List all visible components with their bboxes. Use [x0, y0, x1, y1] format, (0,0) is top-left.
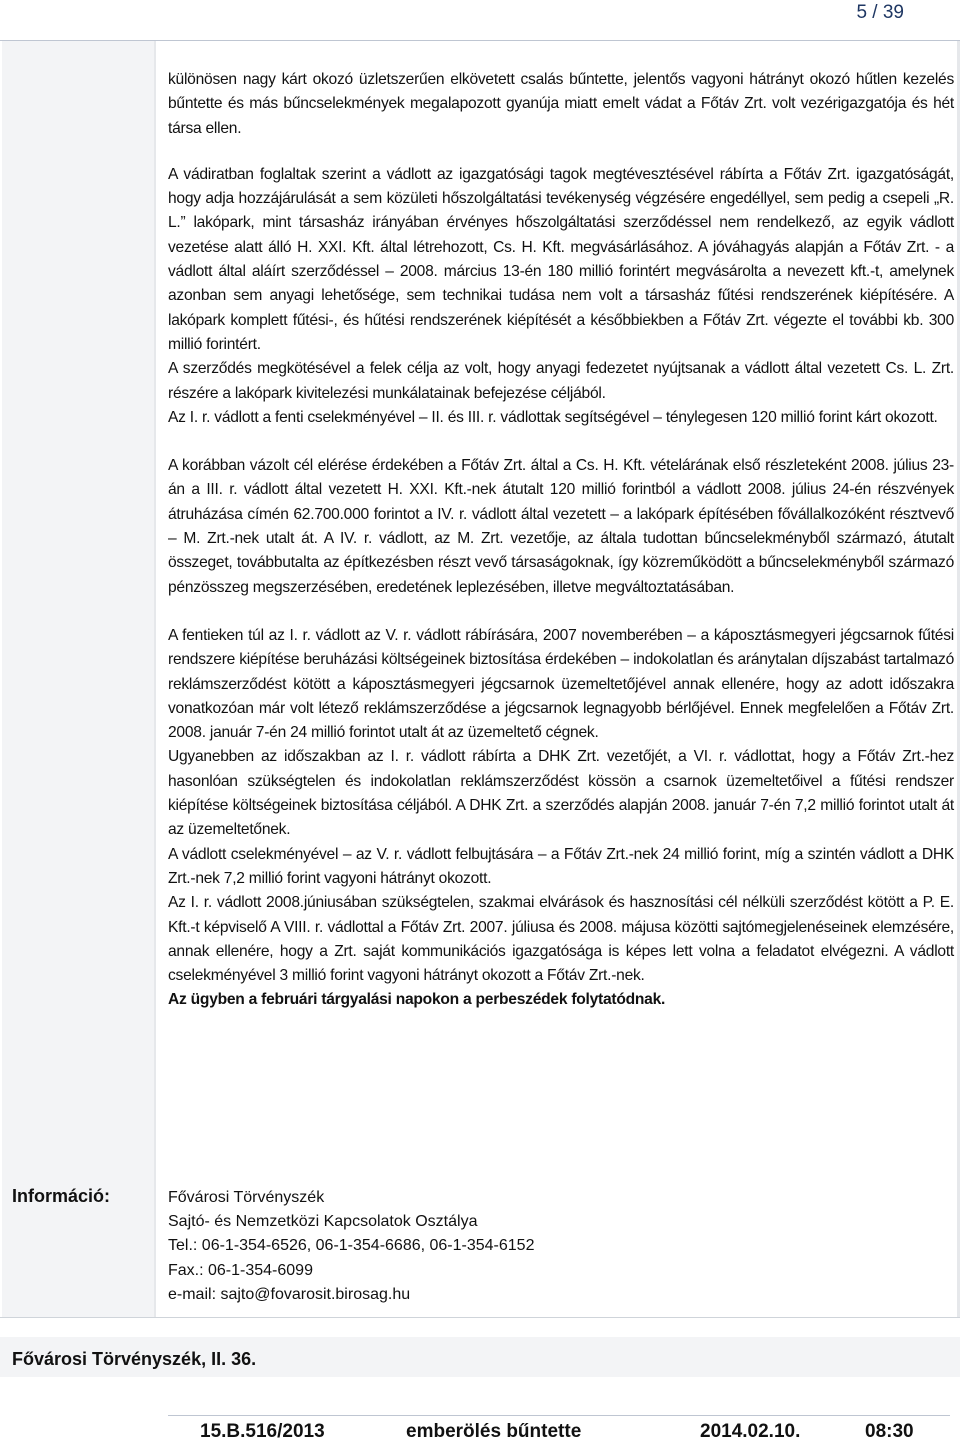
left-column-background — [2, 41, 154, 1317]
left-column-border — [154, 41, 156, 1317]
paragraph-incitement: A vádlott cselekményével – az V. r. vádlott felbujtására – a Főtáv Zrt.-nek 24 millió forint, míg a szintén vádlott a DHK Zrt.-nek 7,2 millió forint vagyoni hátrányt okozott. — [168, 845, 954, 887]
contact-email[interactable]: e-mail: sajto@fovarosit.birosag.hu — [168, 1285, 411, 1303]
footer-date: 2014.02.10. — [700, 1421, 801, 1442]
contact-org: Fővárosi Törvényszék — [168, 1189, 325, 1206]
info-label: Információ: — [12, 1186, 111, 1206]
frame-bottom-border — [0, 1317, 960, 1318]
court-address: Fővárosi Törvényszék, II. 36. — [12, 1349, 257, 1369]
paragraph-intro: különösen nagy kárt okozó üzletszerűen elkövetett csalás bűntette, jelentős vagyoni hátrányt okozó hűtlen kezelés bűntette és más bűncselekmények megalapozott gyanúja miatt emelt vádat a Főtáv Zrt. volt vezérigazgatója és hét társa ellen. — [168, 71, 954, 137]
footer-case-number: 15.B.516/2013 — [200, 1421, 325, 1442]
contact-info — [168, 1186, 534, 1307]
contact-dept: Sajtó- és Nemzetközi Kapcsolatok Osztálya — [168, 1213, 478, 1231]
paragraph-ice-rink: A fentieken túl az I. r. vádlott az V. r. vádlott rábírására, 2007 novemberében – a káposztásmegyeri jégcsarnok fűtési rendszere kiépítése beruházási költségeinek biztosítása érdekében – indokolatlan és aránytalan díjszabást tartalmazó reklámszerződést kötött a káposztásmegyeri jégcsarnok üzemeltetőjével annak ellenére, hogy az adott időszakra vonatkozóan már volt létező reklámszerződése a jégcsarnok legnagyobb bérlőjével. Ennek megfelelően a Főtáv Zrt. 2008. január 7-én 24 millió forintot utalt át az üzemeltető cégnek. — [168, 626, 954, 742]
paragraph-transfer: A korábban vázolt cél elérése érdekében a Főtáv Zrt. által a Cs. H. Kft. vételárának első részleteként 2008. július 23-án a III. r. vádlott által vezetett H. XXI. Kft.-nek átutalt 120 millió forintból a vádlott 2008. július 24-én részvények átruházása címén 62.700.000 forintot a IV. r. vádlott által vezetett – a lakópark építésében fővállalkozóként résztvevő – M. Zrt.-nek utalt át. A IV. r. vádlott, az M. Zrt. vezetője, az általa tudottan bűncselekményből származó, átutalt összeget, továbbutalta az építkezésben részt vevő társaságoknak, így közreműködött a bűncselekményből származó pénzösszeg megszerzésében, eredetének leplezésében, illetve megváltoztatásában. — [168, 457, 954, 596]
footer-time: 08:30 — [865, 1421, 914, 1442]
case-description — [168, 68, 954, 1013]
footer-divider — [168, 1415, 950, 1416]
paragraph-contract-purpose: A szerződés megkötésével a felek célja az volt, hogy anyagi fedezetet nyújtsanak a vádlott által vezetett Cs. L. Zrt. részére a lakópark kivitelezési munkálatainak befejezése céljából. — [168, 360, 954, 402]
paragraph-conclusion: Az ügyben a februári tárgyalási napokon a perbeszédek folytatódnak. — [168, 991, 666, 1009]
contact-fax: Fax.: 06-1-354-6099 — [168, 1261, 313, 1279]
contact-tel: Tel.: 06-1-354-6526, 06-1-354-6686, 06-1-354-6152 — [168, 1237, 535, 1255]
paragraph-damage: Az I. r. vádlott a fenti cselekményével – II. és III. r. vádlottak segítségével – ténylegesen 120 millió forint kárt okozott. — [168, 408, 938, 426]
page-number: 5 / 39 — [856, 2, 904, 23]
paragraph-indictment: A vádiratban foglaltak szerint a vádlott az igazgatósági tagok megtévesztésével rábírta a Főtáv Zrt. igazgatóságát, hogy adja hozzájárulását a sem közületi hőszolgáltatási tevékenység végzésére engedéllyel, sem pedig a csepeli „R. L.” lakópark, mint társasház irányában érvényes hőszolgáltatási szerződéssel nem rendelkező, az egyik vádlott vezetése alatt álló H. XXI. Kft. által létrehozott, Cs. H. Kft. megvásárlásához. A jóváhagyás alapján a Főtáv Zrt. - a vádlott által aláírt szerződéssel – 2008. március 13-én 180 millió forintért megvásárolta a nevezett kft.-t, amelynek azonban sem anyagi lehetősége, sem technikai tudása nem volt a társasház fűtési rendszerének kiépítésére. A lakópark komplett fűtési-, és hűtési rendszerének kiépítését a későbbiekben a Főtáv Zrt. végezte el további kb. 300 millió forintért. — [168, 165, 954, 353]
footer-subject: emberölés bűntette — [406, 1421, 582, 1442]
paragraph-media-contract: Az I. r. vádlott 2008.júniusában szükségtelen, szakmai elvárások és hasznosítási cél nélküli szerződést kötött a P. E. Kft.-t képviselő A VIII. r. vádlottal a Főtáv Zrt. 2007. júliusa és 2008. májusa közötti sajtómegjelenéseinek elemzésére, annak ellenére, hogy a Zrt. saját kommunikációs igazgatósága is képes lett volna a feladatot elvégezni. A vádlott cselekményével 3 millió forint vagyoni hátrányt okozott a Főtáv Zrt.-nek. — [168, 894, 954, 985]
paragraph-dhk: Ugyanebben az időszakban az I. r. vádlott rábírta a DHK Zrt. vezetőjét, a VI. r. vádlottat, hogy a Főtáv Zrt.-hez hasonlóan szükségtelen és indokolatlan reklámszerződést kössön a csarnok üzemeltetőivel a fűtési rendszer kiépítése költségeinek biztosítása céljából. A DHK Zrt. a szerződés alapján 2008. január 7-én 7,2 millió forintot utalt át az üzemeltetőnek. — [168, 748, 954, 839]
